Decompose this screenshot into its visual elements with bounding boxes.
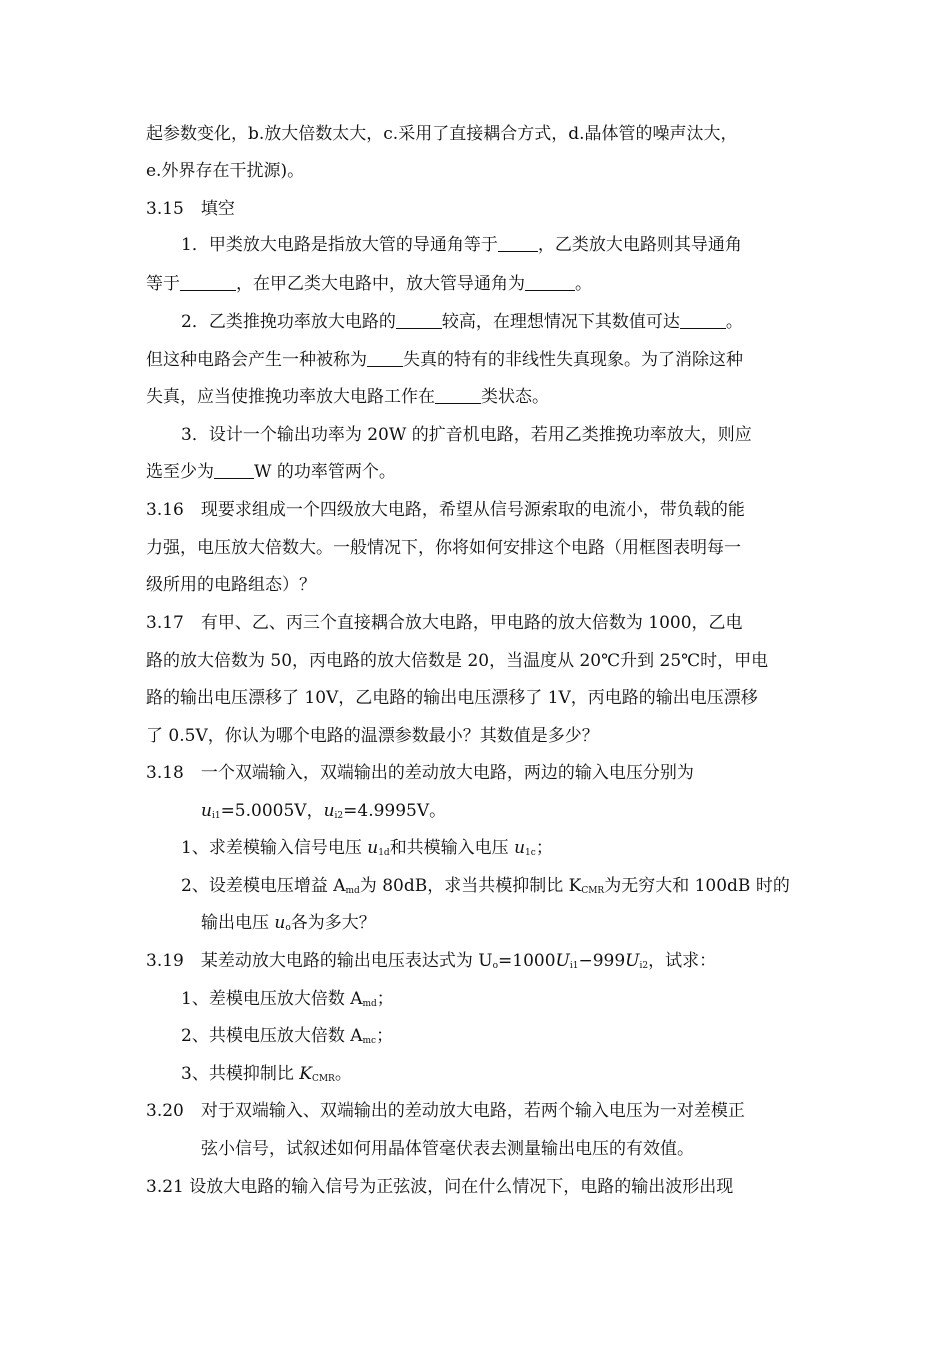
fill-question-3: 3．设计一个输出功率为 20W 的扩音机电路，若用乙类推挽功率放大，则应 [181, 425, 752, 445]
text-line: 弦小信号，试叙述如何用晶体管毫伏表去测量输出电压的有效值。 [201, 1139, 694, 1159]
question-3-18: 3.18 一个双端输入，双端输出的差动放大电路，两边的输入电压分别为 [146, 763, 694, 783]
sub-question-2-cont: 输出电压 $u_o$各为多大？ [201, 913, 376, 933]
question-3-19: 3.19 某差动放大电路的输出电压表达式为 $U_o=1000U_{i1}-999U_{i2}$，试求： [146, 951, 717, 971]
answer-blank[interactable] [525, 273, 575, 291]
answer-blank[interactable] [367, 349, 403, 367]
input-voltages: $u_{i1}=5.0005V$，$u_{i2}=4.9995V$。 [201, 801, 447, 821]
answer-blank[interactable] [435, 386, 481, 404]
question-3-21: 3.21 设放大电路的输入信号为正弦波，问在什么情况下，电路的输出波形出现 [146, 1177, 734, 1197]
fill-question-1: 1．甲类放大电路是指放大管的导通角等于 ，乙类放大电路则其导通角 [181, 235, 742, 255]
text-line: 起参数变化，b.放大倍数太大，c.采用了直接耦合方式，d.晶体管的噪声汰大， [146, 124, 738, 144]
sub-question-2: 2、设差模电压增益 $A_{md}$为 80dB，求当共模抑制比 $K_{CMR}$为无穷大和 100dB 时的 [181, 876, 790, 896]
answer-blank[interactable] [214, 461, 254, 479]
text-line: 路的放大倍数为 50，丙电路的放大倍数是 20，当温度从 20℃升到 25℃时，甲电 [146, 651, 769, 671]
answer-blank[interactable] [498, 234, 538, 252]
sub-question-2: 2、共模电压放大倍数 $A_{mc}$； [181, 1026, 394, 1046]
text-line: 力强，电压放大倍数大。一般情况下，你将如何安排这个电路（用框图表明每一 [146, 538, 741, 558]
question-3-16: 3.16 现要求组成一个四级放大电路，希望从信号源索取的电流小，带负载的能 [146, 500, 745, 520]
sub-question-1: 1、差模电压放大倍数 $A_{md}$； [181, 989, 394, 1009]
question-3-20: 3.20 对于双端输入、双端输出的差动放大电路，若两个输入电压为一对差模正 [146, 1101, 745, 1121]
sub-question-1: 1、求差模输入信号电压 $u_{1d}$和共模输入电压 $u_{1c}$； [181, 838, 553, 858]
text-line: 级所用的电路组态）？ [146, 575, 316, 595]
question-3-17: 3.17 有甲、乙、丙三个直接耦合放大电路，甲电路的放大倍数为 1000，乙电 [146, 613, 743, 633]
fill-question-2: 2．乙类推挽功率放大电路的 较高，在理想情况下其数值可达 。 [181, 312, 743, 332]
text-line: e.外界存在干扰源)。 [146, 161, 305, 181]
answer-blank[interactable] [396, 311, 442, 329]
fill-question-3-cont: 选至少为 W 的功率管两个。 [146, 462, 396, 482]
sub-question-3: 3、共模抑制比 $K_{CMR}$。 [181, 1064, 352, 1084]
section-heading-3-15: 3.15 填空 [146, 199, 235, 219]
answer-blank[interactable] [180, 273, 236, 291]
text-line: 了 0.5V，你认为哪个电路的温漂参数最小？其数值是多少？ [146, 726, 599, 746]
fill-question-2-cont: 但这种电路会产生一种被称为 失真的特有的非线性失真现象。为了消除这种 [146, 350, 743, 370]
text-line: 路的输出电压漂移了 10V，乙电路的输出电压漂移了 1V，丙电路的输出电压漂移 [146, 688, 758, 708]
fill-question-1-cont: 等于 ，在甲乙类大电路中，放大管导通角为 。 [146, 274, 592, 294]
fill-question-2-cont: 失真，应当使推挽功率放大电路工作在 类状态。 [146, 387, 549, 407]
answer-blank[interactable] [680, 311, 726, 329]
